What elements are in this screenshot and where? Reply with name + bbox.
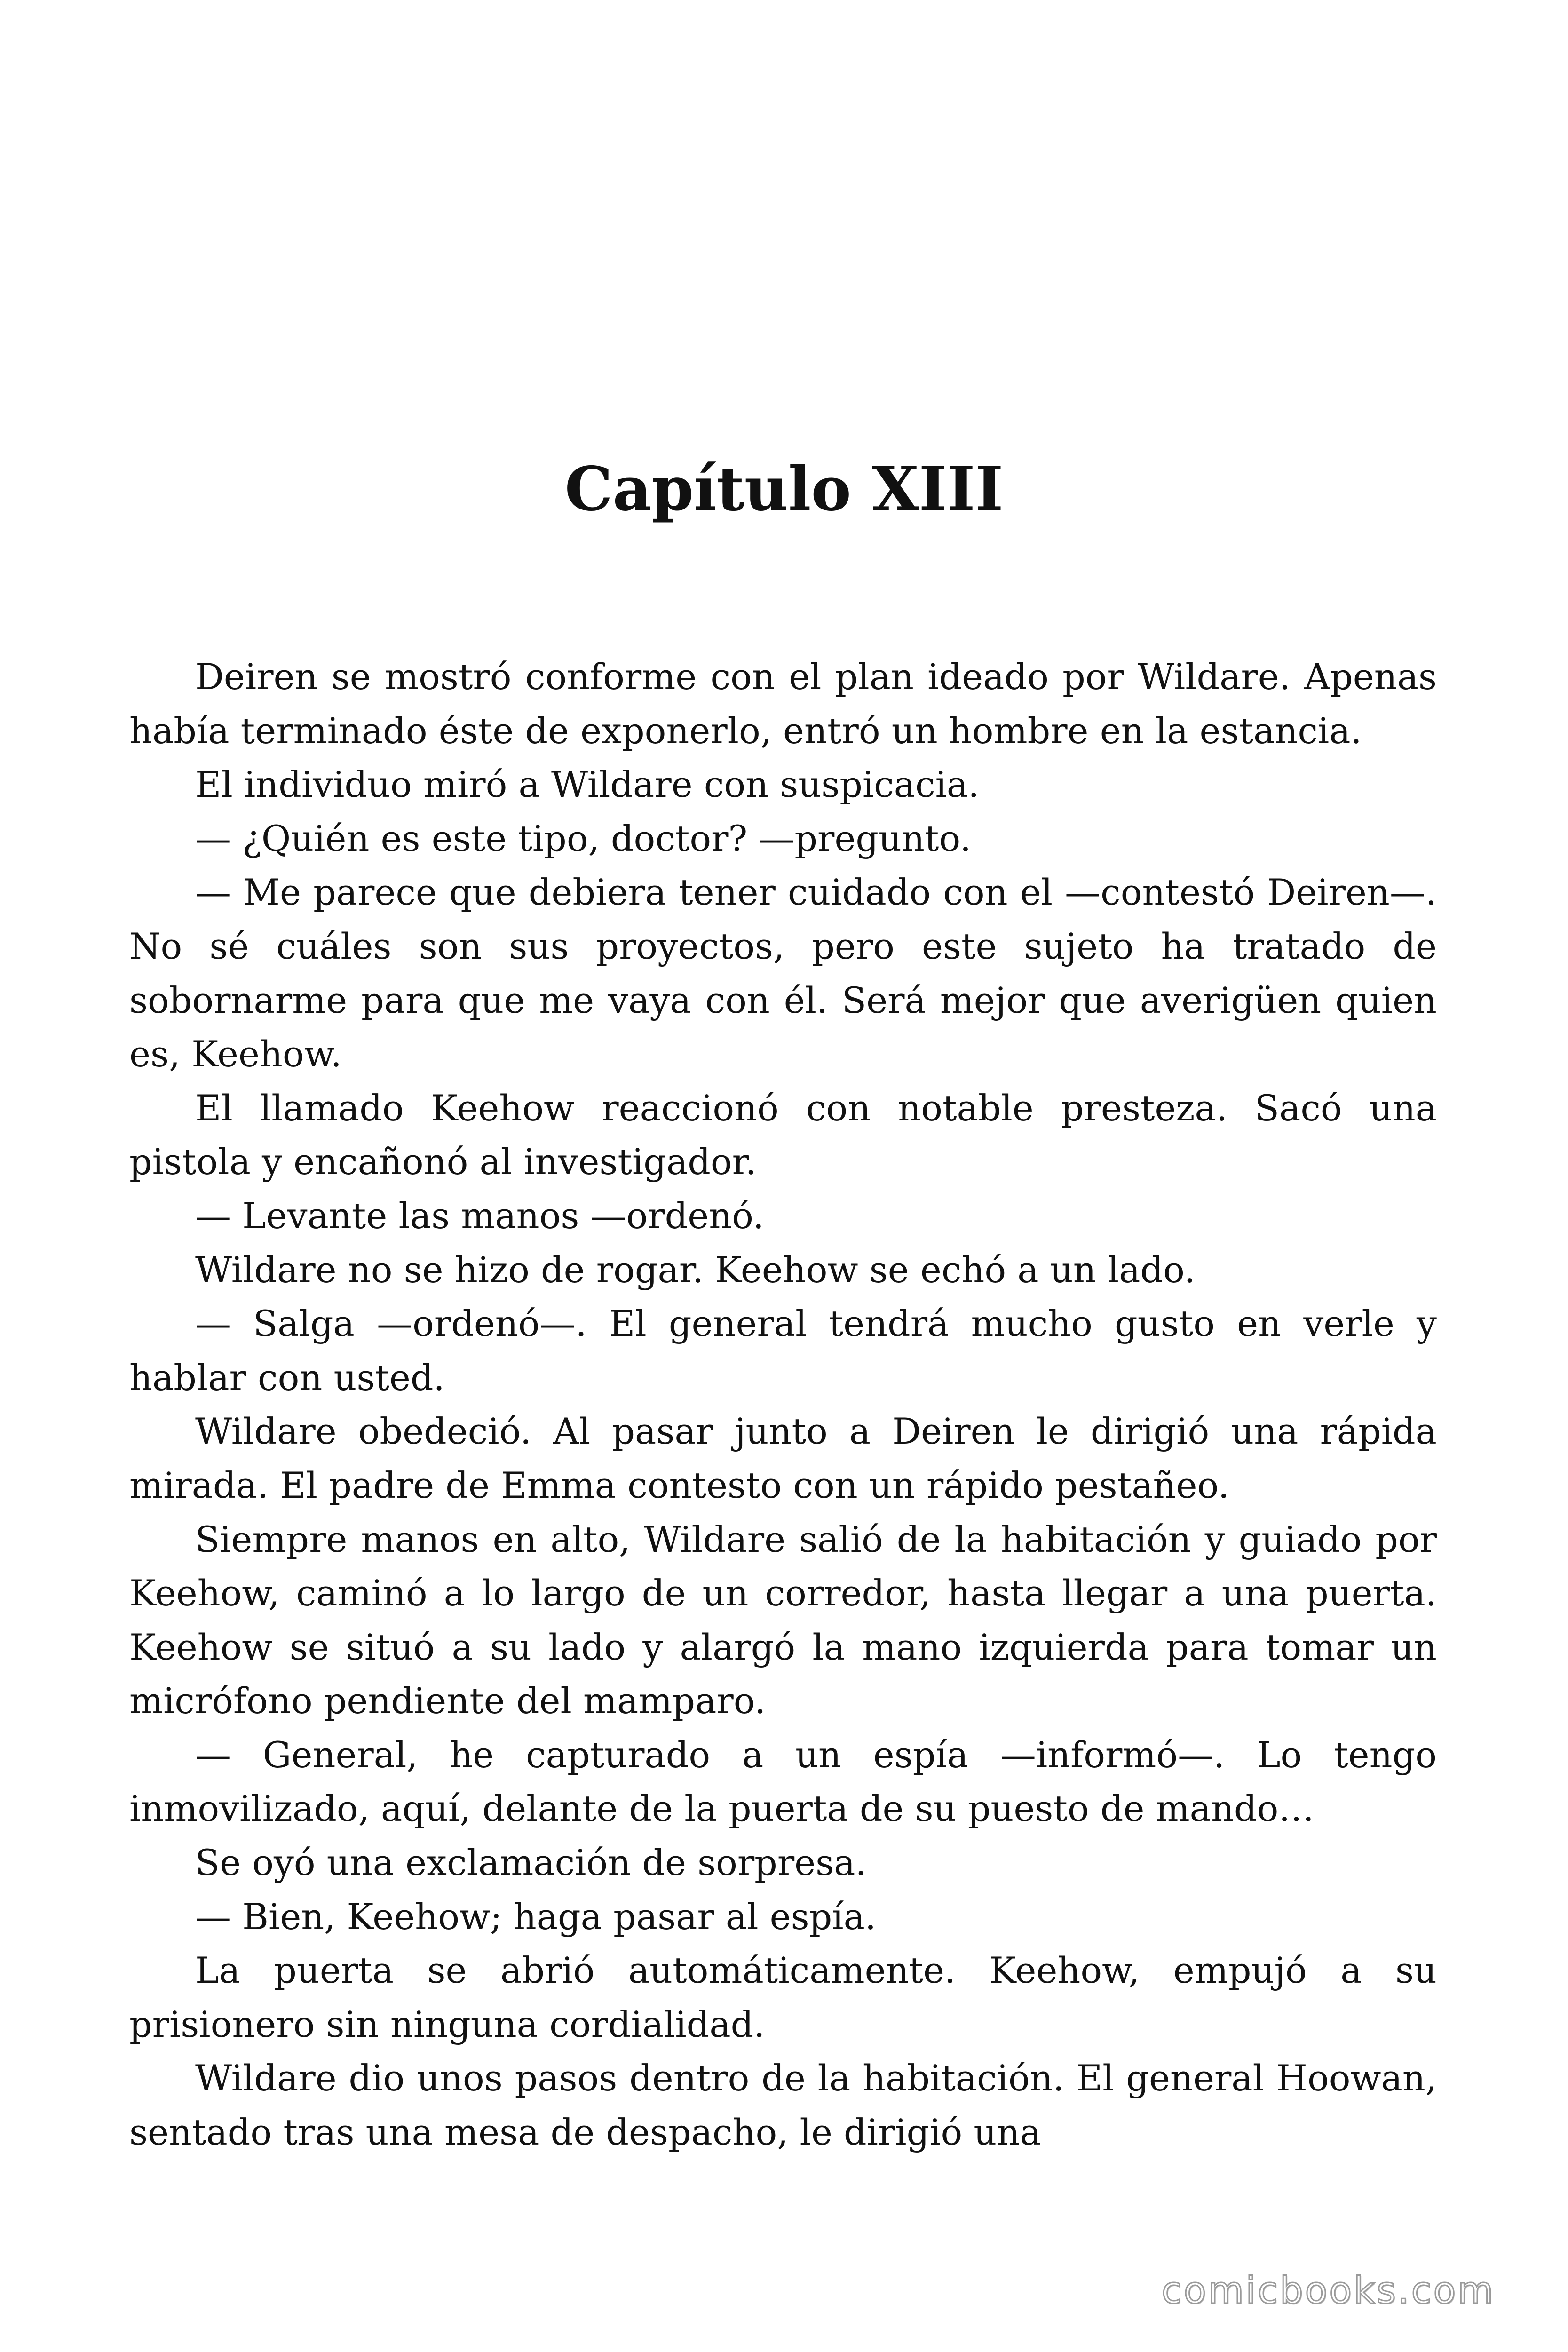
paragraph: — ¿Quién es este tipo, doctor? —pregunto. — [195, 817, 972, 859]
chapter-title: Capítulo XIII — [564, 454, 1004, 524]
paragraph: Deiren se mostró conforme con el plan ideado por Wildare. Apenas había terminado éste de exponerlo, entró un hombre en la estancia. — [129, 656, 1437, 752]
paragraph: El llamado Keehow reaccionó con notable presteza. Sacó una pistola y encañonó al investigador. — [129, 1087, 1437, 1183]
paragraph: — General, he capturado a un espía —informó—. Lo tengo inmovilizado, aquí, delante de la puerta de su puesto de mando… — [129, 1733, 1437, 1830]
paragraph: Wildare obedeció. Al pasar junto a Deiren le dirigió una rápida mirada. El padre de Emma contesto con un rápido pestañeo. — [129, 1410, 1437, 1506]
paragraph: Siempre manos en alto, Wildare salió de la habitación y guiado por Keehow, caminó a lo largo de un corredor, hasta llegar a una puerta. Keehow se situó a su lado y alargó la mano izquierda para tomar un micrófono pendiente del mamparo. — [129, 1518, 1437, 1722]
chapter-body — [129, 650, 1437, 2160]
paragraph: La puerta se abrió automáticamente. Keehow, empujó a su prisionero sin ninguna cordialidad. — [129, 1949, 1437, 2045]
paragraph: — Levante las manos —ordenó. — [195, 1194, 764, 1237]
paragraph: — Bien, Keehow; haga pasar al espía. — [195, 1895, 877, 1938]
paragraph: Wildare no se hizo de rogar. Keehow se echó a un lado. — [195, 1248, 1196, 1291]
paragraph: Wildare dio unos pasos dentro de la habitación. El general Hoowan, sentado tras una mesa de despacho, le dirigió una — [129, 2057, 1437, 2153]
paragraph: Se oyó una exclamación de sorpresa. — [195, 1842, 867, 1884]
site-watermark: comicbooks.com — [1162, 2270, 1496, 2312]
paragraph: El individuo miró a Wildare con suspicacia. — [195, 763, 980, 806]
paragraph: — Me parece que debiera tener cuidado con el —contestó Deiren—. No sé cuáles son sus proyectos, pero este sujeto ha tratado de sobornarme para que me vaya con él. Será mejor que averigüen quien es, Keehow. — [129, 871, 1437, 1075]
paragraph: — Salga —ordenó—. El general tendrá mucho gusto en verle y hablar con usted. — [129, 1303, 1437, 1398]
